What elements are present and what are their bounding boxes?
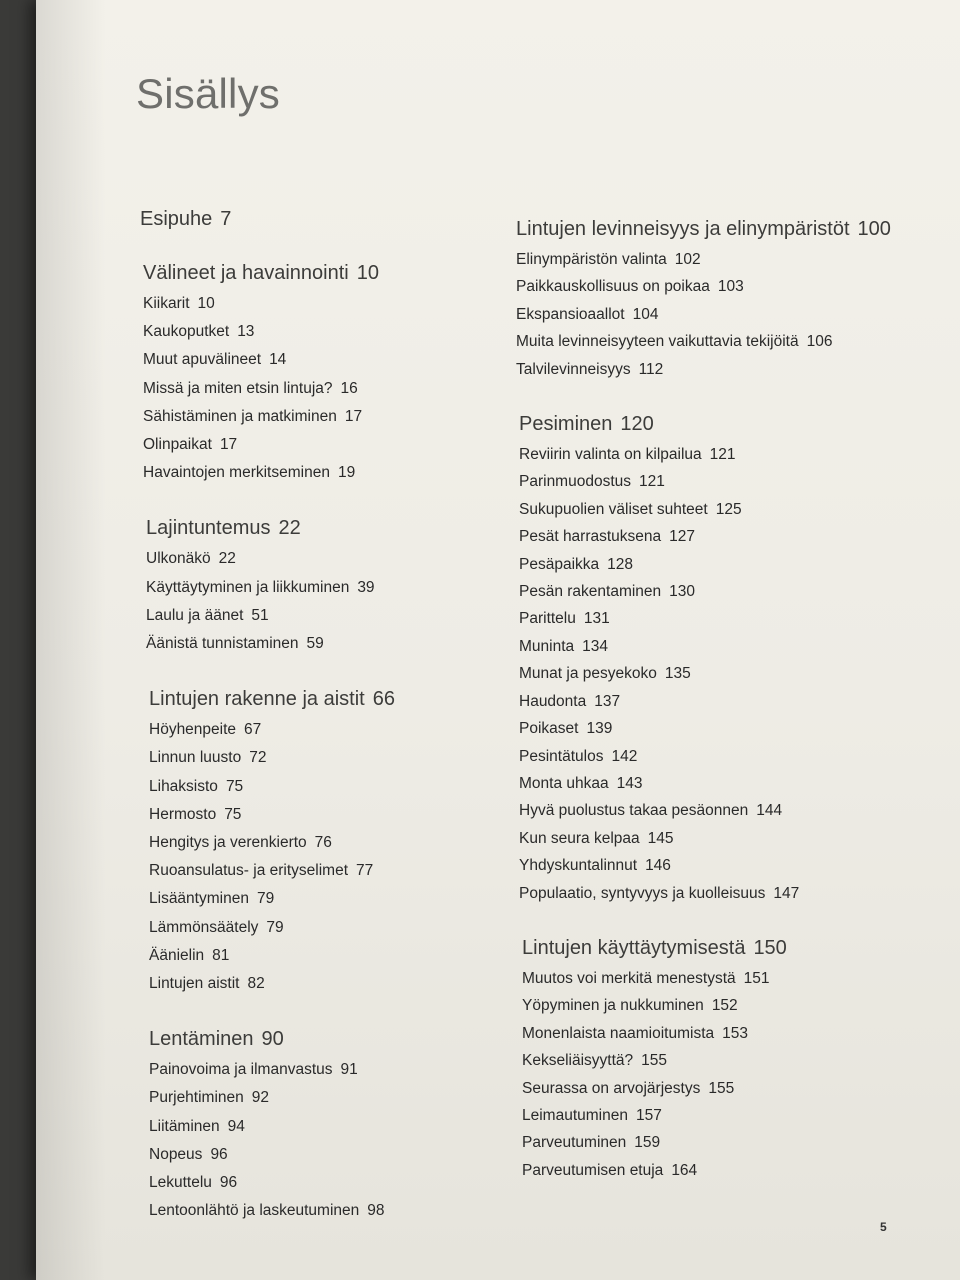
toc-entry[interactable]	[519, 578, 936, 605]
toc-entry-page: 16	[340, 379, 358, 397]
toc-entry-label: Käyttäytyminen ja liikkuminen	[146, 578, 350, 596]
toc-entry-label: Liitäminen	[149, 1117, 220, 1135]
toc-entry-page: 164	[671, 1161, 698, 1179]
toc-entry[interactable]	[149, 970, 500, 998]
toc-entry[interactable]	[519, 825, 936, 852]
toc-entry-label: Yöpyminen ja nukkuminen	[522, 997, 704, 1015]
toc-entry-label: Parveutuminen	[522, 1134, 627, 1152]
toc-entry[interactable]	[522, 1020, 936, 1047]
toc-entry-label: Pesintätulos	[519, 747, 604, 765]
toc-entry-page: 121	[709, 446, 736, 464]
toc-entry[interactable]	[522, 1075, 936, 1102]
toc-entry[interactable]	[143, 459, 500, 487]
toc-entry[interactable]	[149, 1197, 500, 1225]
toc-section	[516, 216, 936, 383]
toc-entry-label: Seurassa on arvojärjestys	[522, 1079, 701, 1097]
toc-entry[interactable]	[519, 770, 936, 797]
toc-entry-page: 147	[773, 884, 800, 902]
toc-section	[149, 1026, 500, 1225]
toc-left-column	[140, 206, 500, 1253]
toc-entry[interactable]	[516, 273, 936, 300]
toc-entry-label: Paikkauskollisuus on poikaa	[516, 278, 710, 296]
toc-entry[interactable]	[143, 290, 500, 318]
toc-entry[interactable]	[519, 633, 936, 660]
toc-section	[140, 206, 500, 232]
toc-entry-label: Kaukoputket	[143, 323, 230, 341]
toc-entry[interactable]	[143, 346, 500, 374]
toc-entry-label: Äänielin	[149, 946, 205, 964]
toc-entry[interactable]	[519, 743, 936, 770]
toc-entry-page: 142	[611, 747, 638, 765]
toc-entry-label: Leimautuminen	[522, 1106, 628, 1124]
toc-entry-page: 10	[197, 295, 215, 312]
toc-entry-page: 96	[219, 1174, 238, 1192]
toc-entry-label: Lekuttelu	[149, 1174, 212, 1192]
toc-entry-page: 82	[247, 975, 265, 993]
toc-entry-label: Kekseliäisyyttä?	[522, 1052, 634, 1070]
toc-entry-label: Pesän rakentaminen	[519, 583, 662, 601]
toc-entry[interactable]	[149, 1056, 500, 1084]
toc-section	[522, 935, 936, 1184]
toc-entry-page: 51	[251, 606, 269, 624]
toc-entry[interactable]	[519, 880, 936, 907]
toc-entry[interactable]	[519, 797, 936, 824]
toc-entry[interactable]	[149, 885, 500, 913]
toc-entry-label: Kun seura kelpaa	[519, 829, 640, 847]
toc-entry-page: 130	[669, 583, 696, 601]
section-heading-page: 120	[620, 413, 654, 436]
toc-entry[interactable]	[519, 660, 936, 687]
toc-entry[interactable]	[149, 801, 500, 829]
toc-entry-label: Äänistä tunnistaminen	[146, 635, 299, 653]
toc-entry[interactable]	[516, 301, 936, 328]
toc-entry[interactable]	[522, 1129, 936, 1156]
toc-entry-label: Muut apuvälineet	[143, 351, 262, 369]
section-heading-label: Lentäminen	[149, 1028, 254, 1051]
section-heading-label: Välineet ja havainnointi	[143, 262, 349, 284]
toc-entry[interactable]	[149, 829, 500, 857]
toc-entry-page: 91	[340, 1061, 358, 1079]
toc-section	[143, 260, 500, 487]
toc-entry-page: 14	[269, 351, 287, 369]
toc-entry-page: 103	[717, 278, 744, 296]
toc-entry-label: Laulu ja äänet	[146, 606, 244, 624]
toc-entry[interactable]	[519, 468, 936, 495]
toc-entry-page: 153	[722, 1024, 748, 1042]
toc-entry-page: 72	[249, 749, 267, 767]
toc-entry-label: Nopeus	[149, 1145, 203, 1163]
toc-entry-page: 135	[664, 665, 691, 683]
toc-entry-label: Muita levinneisyyteen vaikuttavia tekijöitä	[516, 333, 799, 351]
toc-entry-page: 79	[256, 890, 275, 908]
toc-entry[interactable]	[143, 431, 500, 459]
toc-entry[interactable]	[516, 246, 936, 273]
toc-entry-label: Parinmuodostus	[519, 473, 632, 491]
toc-entry-label: Kiikarit	[143, 295, 190, 312]
toc-entry-label: Muutos voi merkitä menestystä	[522, 969, 736, 987]
toc-entry-label: Lentoonlähtö ja laskeutuminen	[149, 1202, 360, 1220]
toc-entry-label: Monenlaista naamioitumista	[522, 1024, 715, 1042]
toc-entry-label: Purjehtiminen	[149, 1089, 244, 1107]
toc-entry-page: 92	[251, 1089, 270, 1107]
toc-entry[interactable]	[149, 716, 500, 744]
toc-entry-page: 155	[641, 1052, 668, 1070]
section-heading-label: Pesiminen	[519, 413, 613, 436]
toc-entry[interactable]	[519, 715, 936, 742]
toc-entry[interactable]	[522, 1102, 936, 1129]
toc-entry[interactable]	[146, 574, 500, 602]
toc-entry-label: Hermosto	[149, 805, 217, 823]
toc-entry-page: 94	[227, 1117, 245, 1135]
toc-entry-label: Lämmönsäätely	[149, 918, 259, 936]
section-heading[interactable]	[143, 260, 500, 286]
toc-entry[interactable]	[522, 1157, 936, 1184]
section-heading-label: Lintujen rakenne ja aistit	[149, 688, 365, 711]
toc-entry[interactable]	[516, 328, 936, 355]
toc-entry-label: Havaintojen merkitseminen	[143, 464, 330, 482]
toc-entry-label: Sähistäminen ja matkiminen	[143, 407, 337, 425]
toc-entry-label: Pesät harrastuksena	[519, 528, 662, 546]
page-number: 5	[880, 1220, 887, 1234]
section-heading[interactable]	[522, 935, 936, 961]
toc-entry-page: 39	[357, 578, 375, 596]
toc-entry-label: Muninta	[519, 637, 575, 655]
toc-entry-label: Painovoima ja ilmanvastus	[149, 1061, 333, 1079]
toc-entry[interactable]	[149, 914, 500, 942]
toc-entry-label: Olinpaikat	[143, 436, 212, 454]
toc-entry-page: 17	[219, 436, 238, 454]
toc-entry-page: 13	[237, 323, 255, 341]
toc-entry[interactable]	[149, 1084, 500, 1112]
toc-entry-page: 22	[218, 550, 236, 568]
toc-entry-page: 155	[708, 1079, 735, 1097]
toc-entry[interactable]	[519, 523, 936, 550]
toc-entry[interactable]	[522, 992, 936, 1019]
section-heading[interactable]	[149, 686, 500, 712]
toc-entry[interactable]	[143, 375, 500, 403]
toc-entry-page: 102	[674, 251, 701, 268]
toc-entry-page: 143	[616, 774, 643, 792]
toc-entry-label: Poikaset	[519, 720, 579, 738]
toc-entry-label: Höyhenpeite	[149, 721, 237, 739]
toc-entry-label: Haudonta	[519, 692, 587, 710]
toc-entry-page: 112	[638, 360, 664, 378]
section-heading-label: Lintujen käyttäytymisestä	[522, 936, 746, 959]
section-heading-page: 100	[857, 218, 891, 240]
section-heading[interactable]	[519, 411, 936, 437]
toc-entry-label: Missä ja miten etsin lintuja?	[143, 379, 333, 397]
toc-entry-label: Parveutumisen etuja	[522, 1161, 664, 1179]
toc-entry[interactable]	[522, 1047, 936, 1074]
toc-entry-page: 75	[224, 805, 242, 823]
toc-entry-label: Elinympäristön valinta	[516, 251, 667, 268]
toc-entry[interactable]	[519, 852, 936, 879]
toc-entry-label: Monta uhkaa	[519, 774, 609, 792]
toc-entry-page: 137	[594, 692, 621, 710]
toc-entry[interactable]	[516, 356, 936, 383]
toc-entry-label: Linnun luusto	[149, 749, 242, 767]
toc-entry[interactable]	[149, 1169, 500, 1197]
toc-entry-page: 67	[244, 721, 262, 739]
toc-entry-page: 134	[582, 637, 609, 655]
toc-entry-page: 152	[711, 997, 738, 1015]
toc-entry-page: 19	[337, 464, 356, 482]
toc-entry-label: Ekspansioaallot	[516, 305, 625, 323]
toc-entry-page: 106	[806, 333, 833, 351]
toc-entry[interactable]	[149, 857, 500, 885]
toc-entry-label: Lisääntyminen	[149, 890, 249, 908]
toc-entry-label: Talvilevinneisyys	[516, 360, 631, 378]
toc-entry[interactable]	[149, 773, 500, 801]
section-heading[interactable]	[146, 515, 500, 541]
toc-entry-page: 59	[306, 635, 324, 653]
toc-entry-page: 131	[583, 610, 610, 628]
toc-entry-page: 121	[639, 473, 665, 491]
toc-entry-label: Lintujen aistit	[149, 975, 240, 993]
toc-entry-page: 17	[344, 407, 363, 425]
toc-entry[interactable]	[143, 318, 500, 346]
toc-entry[interactable]	[143, 403, 500, 431]
toc-entry[interactable]	[519, 496, 936, 523]
toc-entry-label: Sukupuolien väliset suhteet	[519, 500, 708, 518]
toc-entry-label: Lihaksisto	[149, 777, 218, 795]
toc-entry[interactable]	[519, 688, 936, 715]
toc-entry[interactable]	[149, 1141, 500, 1169]
section-heading[interactable]	[516, 216, 936, 242]
section-heading-page: 22	[278, 517, 301, 540]
toc-entry-page: 159	[634, 1134, 661, 1152]
toc-entry-page: 157	[635, 1106, 662, 1124]
toc-entry-label: Ulkonäkö	[146, 550, 211, 568]
toc-entry-label: Munat ja pesyekoko	[519, 665, 657, 683]
toc-section	[519, 411, 936, 907]
section-heading-page: 66	[372, 688, 395, 711]
toc-entry-page: 96	[210, 1145, 228, 1163]
toc-entry-label: Hengitys ja verenkierto	[149, 834, 307, 852]
toc-entry-label: Parittelu	[519, 610, 576, 628]
toc-entry-page: 79	[266, 918, 284, 936]
toc-entry[interactable]	[149, 942, 500, 970]
toc-entry[interactable]	[149, 744, 500, 772]
toc-entry-page: 125	[715, 500, 742, 518]
toc-right-column	[516, 216, 936, 1212]
page-title: Sisällys	[136, 70, 280, 117]
toc-entry-label: Hyvä puolustus takaa pesäonnen	[519, 802, 749, 820]
toc-entry-page: 151	[743, 969, 770, 987]
section-heading[interactable]	[140, 206, 500, 232]
toc-entry-page: 76	[314, 834, 332, 852]
toc-entry[interactable]	[519, 605, 936, 632]
toc-entry-page: 98	[367, 1202, 385, 1220]
toc-entry-label: Pesäpaikka	[519, 555, 600, 573]
toc-entry-page: 77	[356, 862, 374, 880]
toc-entry-label: Populaatio, syntyvyys ja kuolleisuus	[519, 884, 766, 902]
toc-entry-page: 81	[212, 946, 230, 964]
section-heading-page: 150	[753, 936, 787, 959]
page-gutter-shadow	[36, 0, 106, 1280]
toc-entry-label: Yhdyskuntalinnut	[519, 857, 638, 875]
section-heading-page: 10	[356, 262, 379, 284]
toc-entry-page: 127	[669, 528, 696, 546]
toc-entry[interactable]	[522, 965, 936, 992]
section-heading-label: Lajintuntemus	[146, 517, 271, 540]
toc-entry-label: Reviirin valinta on kilpailua	[519, 446, 702, 464]
toc-entry-page: 104	[632, 305, 659, 323]
section-heading-page: 7	[220, 208, 232, 230]
section-heading-label: Esipuhe	[140, 208, 213, 230]
toc-entry-page: 139	[586, 720, 613, 738]
section-heading-label: Lintujen levinneisyys ja elinympäristöt	[516, 218, 850, 240]
toc-entry[interactable]	[149, 1113, 500, 1141]
toc-section	[146, 515, 500, 658]
toc-entry-label: Ruoansulatus- ja erityselimet	[149, 862, 349, 880]
toc-entry-page: 146	[645, 857, 671, 875]
toc-entry-page: 144	[756, 802, 783, 820]
toc-entry-page: 75	[225, 777, 244, 795]
book-page	[36, 0, 960, 1280]
toc-entry-page: 145	[647, 829, 674, 847]
toc-entry[interactable]	[519, 441, 936, 468]
toc-entry[interactable]	[146, 630, 500, 658]
toc-entry[interactable]	[519, 551, 936, 578]
section-heading[interactable]	[149, 1026, 500, 1052]
toc-entry-page: 128	[607, 555, 634, 573]
section-heading-page: 90	[261, 1028, 284, 1051]
toc-section	[149, 686, 500, 998]
toc-entry[interactable]	[146, 602, 500, 630]
toc-entry[interactable]	[146, 545, 500, 573]
